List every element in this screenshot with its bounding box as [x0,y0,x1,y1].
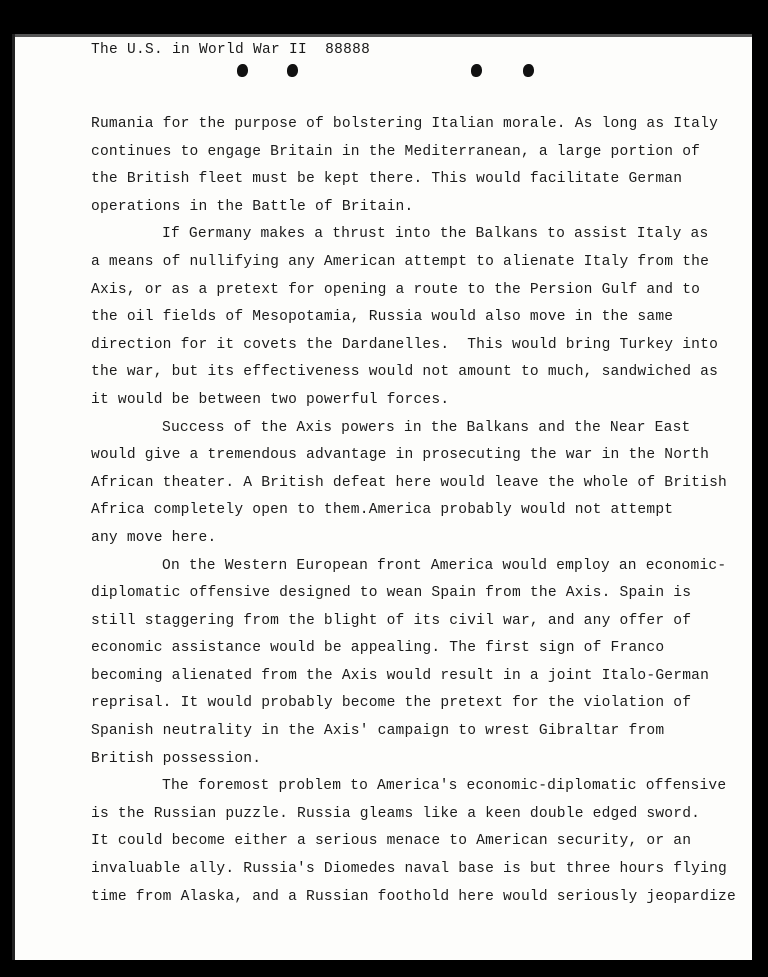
text-line: is the Russian puzzle. Russia gleams like a keen double edged sword. [91,805,701,822]
text-line: The foremost problem to America's economic-diplomatic offensive [162,778,727,795]
text-line: it would be between two powerful forces. [91,391,450,408]
text-line: would give a tremendous advantage in prosecuting the war in the North [91,447,710,464]
text-line: reprisal. It would probably become the pretext for the violation of [91,695,692,712]
text-line: On the Western European front America would employ an economic- [162,557,727,574]
text-line: Rumania for the purpose of bolstering Italian morale. As long as Italy [91,116,719,132]
page-left-edge [13,54,15,954]
text-line: direction for it covets the Dardanelles. This would bring Turkey into [91,336,719,353]
text-line: the war, but its effectiveness would not amount to much, sandwiched as [91,364,719,381]
punch-hole-mark [471,64,482,77]
text-line: Success of the Axis powers in the Balkans and the Near East [162,419,691,436]
page-top-edge [15,34,752,37]
text-line: British possession. [91,750,262,767]
header-title: The U.S. in World War II [91,42,308,58]
text-line: continues to engage Britain in the Mediterranean, a large portion of [91,143,701,160]
text-line: Spanish neutrality in the Axis' campaign to wrest Gibraltar from [91,723,665,740]
document-page [12,34,752,960]
text-line: Axis, or as a pretext for opening a route to the Persion Gulf and to [91,281,701,298]
text-line: the British fleet must be kept there. This would facilitate German [91,171,683,188]
punch-hole-mark [523,64,534,77]
text-line: It could become either a serious menace to American security, or an [91,833,692,850]
punch-hole-mark [287,64,298,77]
text-line: the oil fields of Mesopotamia, Russia would also move in the same [91,309,674,326]
text-line: operations in the Battle of Britain. [91,198,414,215]
page-header [91,42,370,58]
text-line: a means of nullifying any American attempt to alienate Italy from the [91,253,710,270]
text-line: economic assistance would be appealing. The first sign of Franco [91,640,665,657]
text-line: Africa completely open to them.America probably would not attempt [91,502,674,519]
text-line: If Germany makes a thrust into the Balkans to assist Italy as [162,226,709,243]
text-line: diplomatic offensive designed to wean Spain from the Axis. Spain is [91,585,692,602]
text-line: still staggering from the blight of its civil war, and any offer of [91,612,692,629]
text-line: becoming alienated from the Axis would result in a joint Italo-German [91,667,710,684]
text-line: any move here. [91,529,217,546]
header-page-number: 88888 [325,42,371,58]
body-text [91,111,741,911]
text-line: African theater. A British defeat here would leave the whole of British [91,474,727,491]
punch-hole-mark [237,64,248,77]
text-line: invaluable ally. Russia's Diomedes naval base is but three hours flying [91,861,727,878]
text-line: time from Alaska, and a Russian foothold here would seriously jeopardize [91,888,736,905]
